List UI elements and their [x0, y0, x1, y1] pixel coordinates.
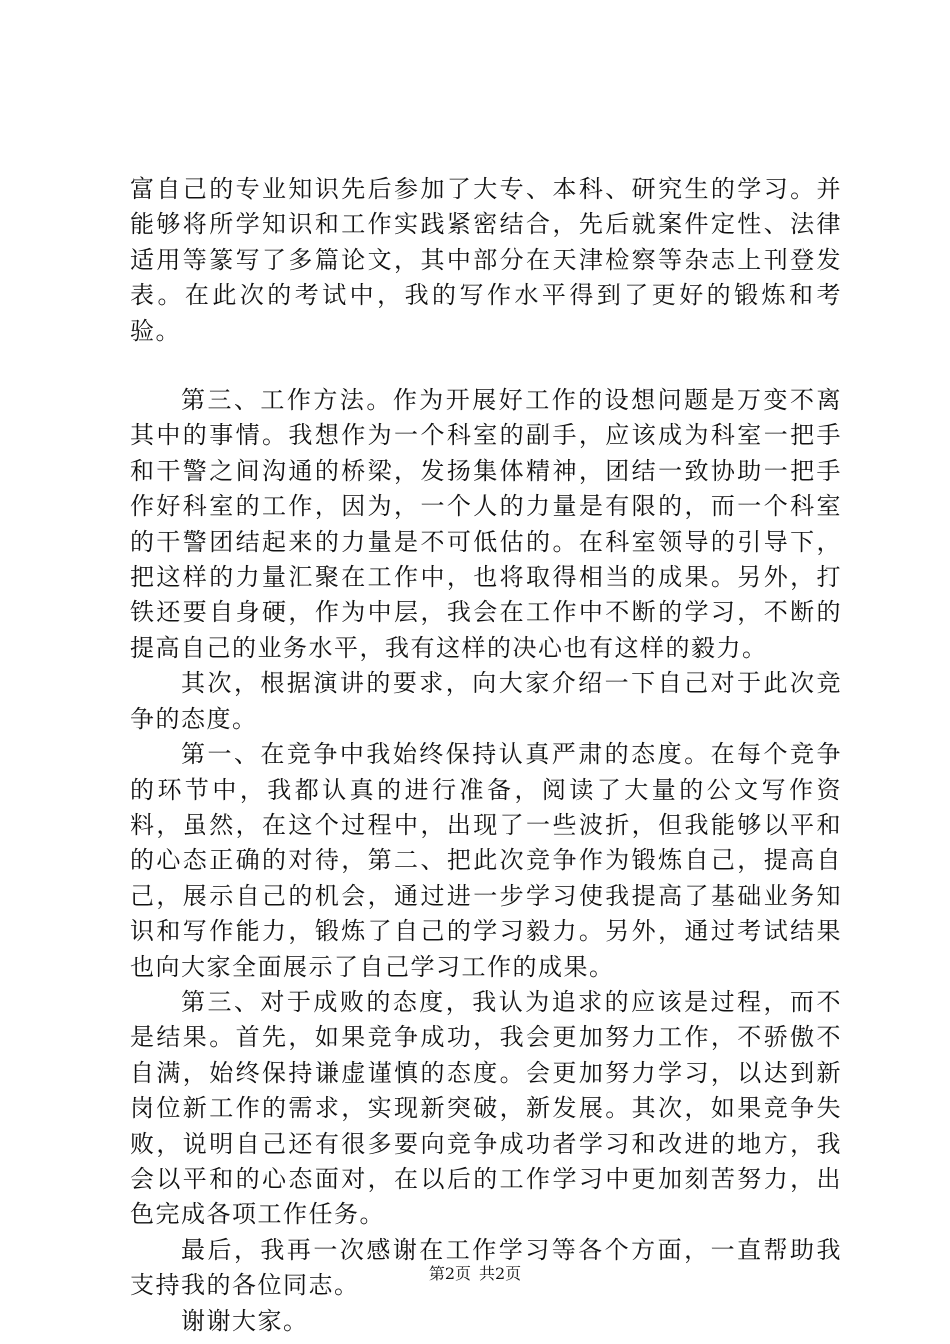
paragraph-continuation: 富自己的专业知识先后参加了大专、本科、研究生的学习。并能够将所学知识和工作实践紧密结合，先后就案件定性、法律适用等篆写了多篇论文，其中部分在天津检察等杂志上刊登发表。在此次的考试中，我的写作水平得到了更好的锻炼和考验。 — [130, 175, 842, 345]
paragraph-work-method: 第三、工作方法。作为开展好工作的设想问题是万变不离其中的事情。我想作为一个科室的副手，应该成为科室一把手和干警之间沟通的桥梁，发扬集体精神，团结一致协助一把手作好科室的工作，因为，一个人的力量是有限的，而一个科室的干警团结起来的力量是不可低估的。在科室领导的引导下，把这样的力量汇聚在工作中，也将取得相当的成果。另外，打铁还要自身硬，作为中层，我会在工作中不断的学习，不断的提高自己的业务水平，我有这样的决心也有这样的毅力。 — [130, 386, 842, 662]
page-number-total: 共2页 — [479, 1264, 522, 1283]
paragraph-gap — [130, 349, 842, 383]
paragraph-closing: 谢谢大家。 — [181, 1306, 309, 1335]
paragraph-attitude-intro: 其次，根据演讲的要求，向大家介绍一下自己对于此次竞争的态度。 — [130, 669, 842, 733]
paragraph-thanks: 最后，我再一次感谢在工作学习等各个方面，一直帮助我支持我的各位同志。 — [130, 1235, 842, 1300]
page-number-current: 第2页 — [428, 1264, 471, 1283]
paragraph-attitude-first: 第一、在竞争中我始终保持认真严肃的态度。在每个竞争的环节中，我都认真的进行准备，阅读了大量的公文写作资料，虽然，在这个过程中，出现了一些波折，但我能够以平和的心态正确的对待，第二、把此次竞争作为锻炼自己，提高自己，展示自己的机会，通过进一步学习使我提高了基础业务知识和写作能力，锻炼了自己的学习毅力。另外，通过考试结果也向大家全面展示了自己学习工作的成果。 — [130, 740, 842, 981]
document-body — [130, 172, 842, 1339]
page-footer — [0, 1263, 950, 1285]
paragraph-attitude-success-failure: 第三、对于成败的态度，我认为追求的应该是过程，而不是结果。首先，如果竞争成功，我会更加努力工作，不骄傲不自满，始终保持谦虚谨慎的态度。会更加努力学习，以达到新岗位新工作的需求，实现新突破，新发展。其次，如果竞争失败，说明自己还有很多要向竞争成功者学习和改进的地方，我会以平和的心态面对，在以后的工作学习中更加刻苦努力，出色完成各项工作任务。 — [130, 987, 842, 1229]
